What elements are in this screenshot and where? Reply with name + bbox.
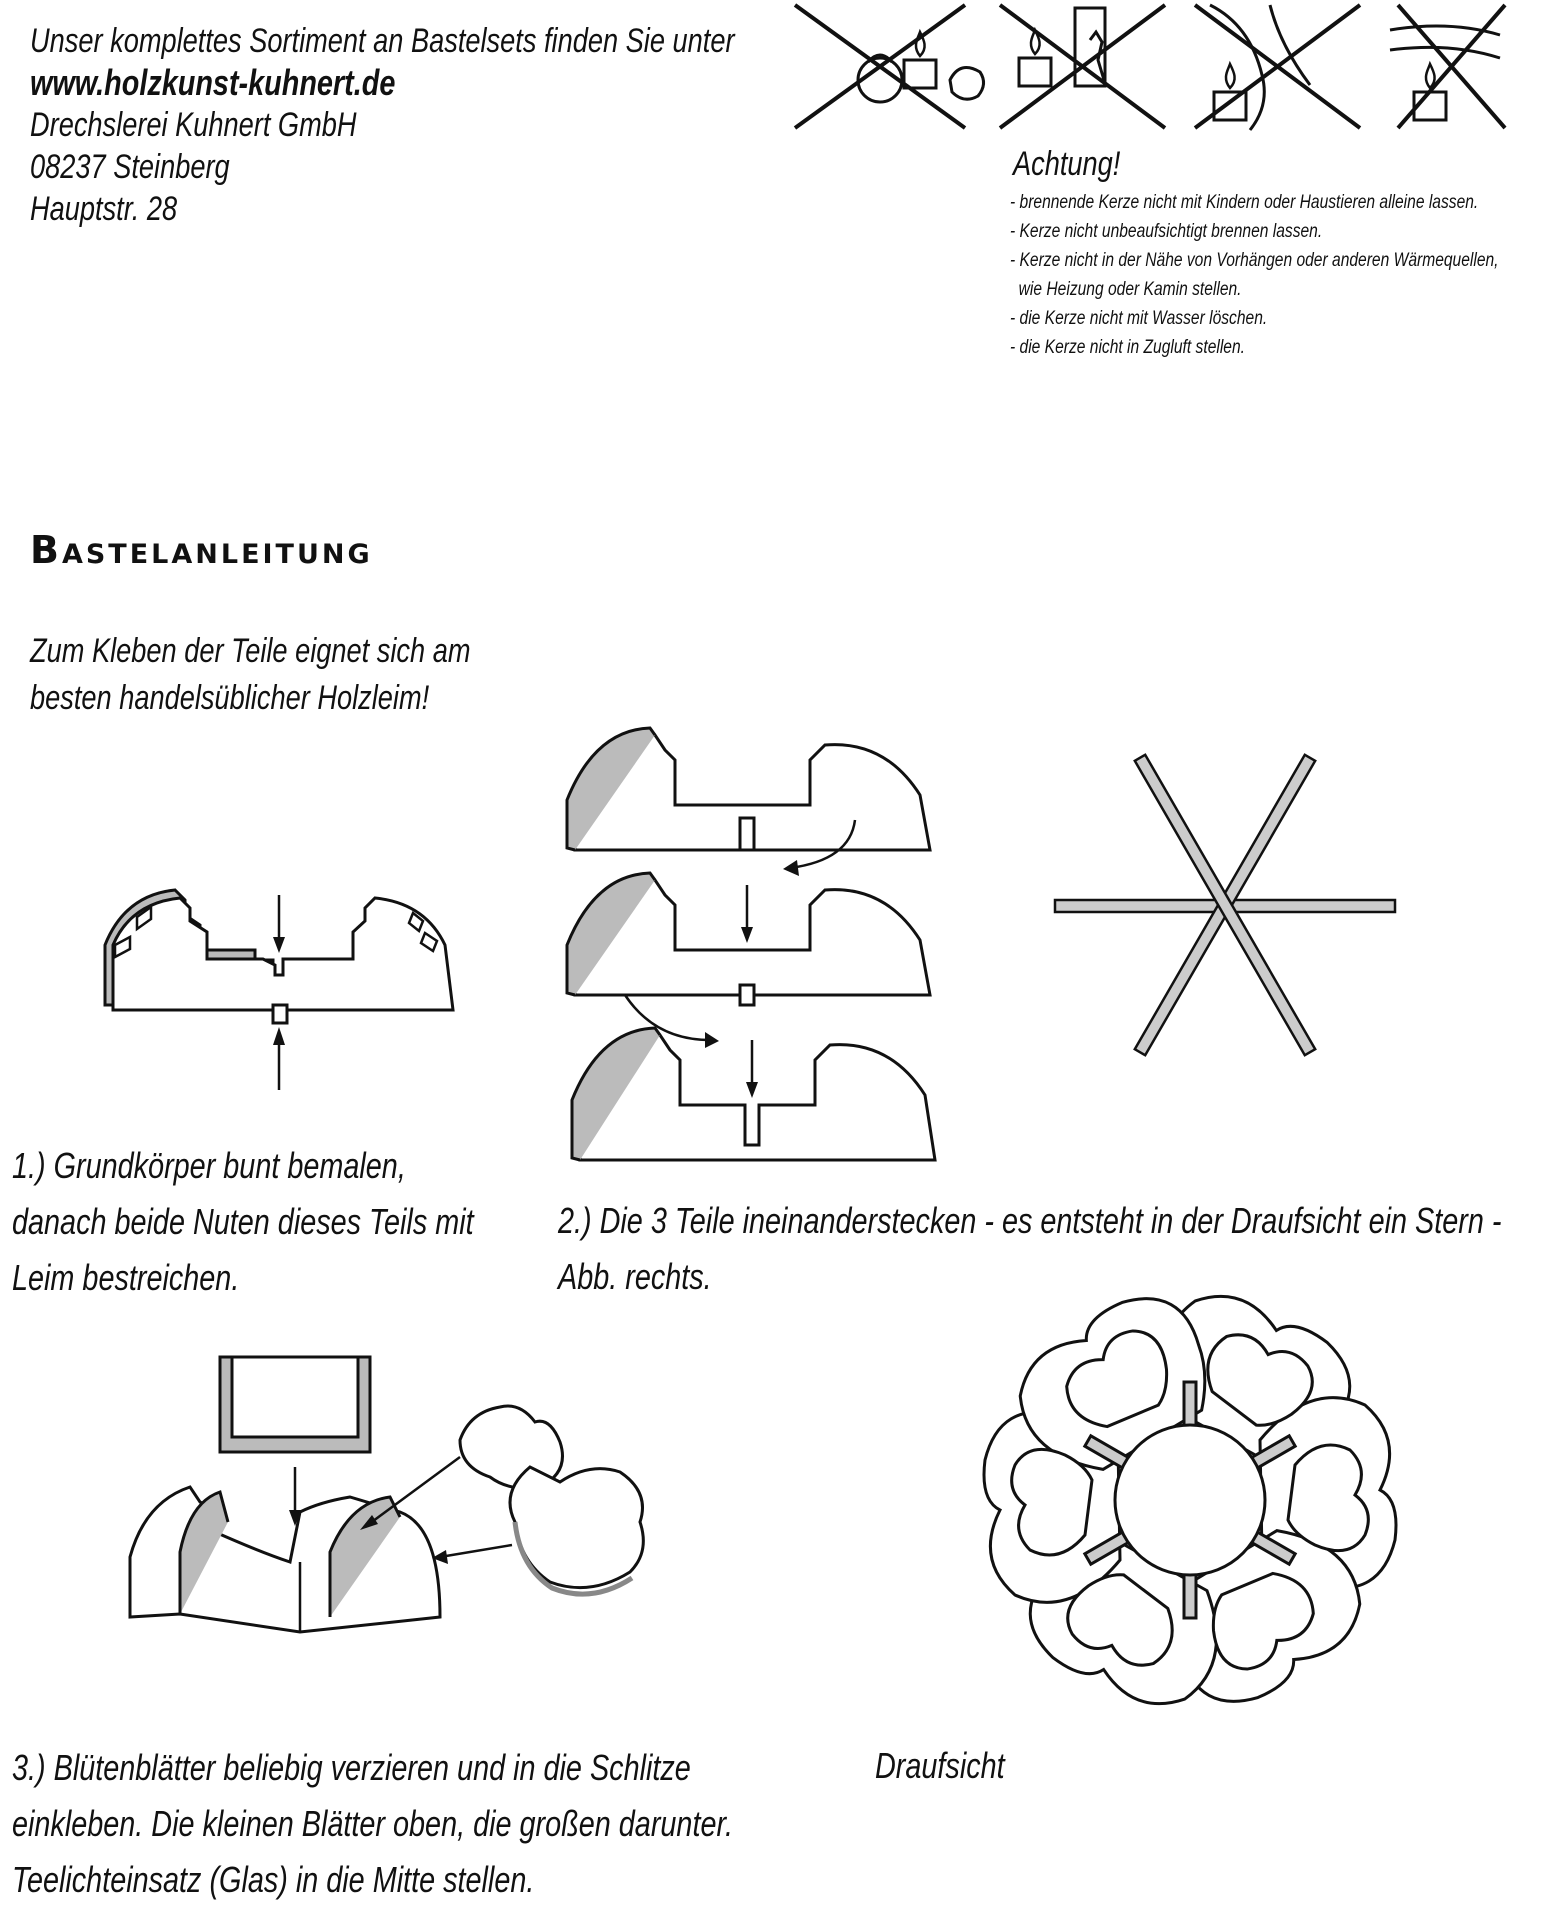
warning-icons [790,0,1510,135]
warning-item: - die Kerze nicht in Zugluft stellen. [1010,336,1245,358]
step2-line: 2.) Die 3 Teile ineinanderstecken - es entsteht in der Draufsicht ein Stern - [558,1200,1502,1241]
step3-line: 3.) Blütenblätter beliebig verzieren und in die Schlitze [12,1747,691,1788]
step3-text [12,1740,913,1908]
warning-list [1010,188,1557,362]
step1-line: Leim bestreichen. [12,1257,240,1298]
warning-item: - brennende Kerze nicht mit Kindern oder Haustieren alleine lassen. [1010,191,1479,213]
warning-item: - Kerze nicht unbeaufsichtigt brennen lassen. [1010,220,1323,242]
contact-block [30,20,911,230]
website-link[interactable]: www.holzkunst-kuhnert.de [30,62,396,103]
company-name: Drechslerei Kuhnert GmbH [30,106,357,144]
warning-item: - Kerze nicht in der Nähe von Vorhängen oder anderen Wärmequellen, [1010,249,1499,271]
small-petal [1012,1449,1092,1555]
warning-item: wie Heizung oder Kamin stellen. [1010,278,1242,300]
petal-slot-tab [1184,1573,1196,1618]
star-top-view-illustration [1045,735,1405,1075]
company-city: 08237 Steinberg [30,148,230,186]
step1-base-piece-illustration [95,875,475,1115]
step1-line: danach beide Nuten dieses Teils mit [12,1201,474,1242]
step3-line: einkleben. Die kleinen Blätter oben, die großen darunter. [12,1803,733,1844]
warning-title: Achtung! [1013,145,1121,183]
glue-note-line: Zum Kleben der Teile eignet sich am [30,632,471,670]
company-street: Hauptstr. 28 [30,190,178,228]
assortment-text: Unser komplettes Sortiment an Bastelsets finden Sie unter [30,22,735,60]
top-view-label: Draufsicht [875,1745,1005,1786]
glue-note [30,628,581,722]
step2-stacking-illustration [565,720,965,1180]
warning-item: - die Kerze nicht mit Wasser löschen. [1010,307,1268,329]
step3-assembly-illustration [120,1352,680,1642]
no-candle-near-curtains-icon [1195,5,1360,130]
step2-line: Abb. rechts. [558,1256,712,1297]
flower-top-view-illustration [960,1280,1420,1720]
step1-text [12,1138,589,1306]
step3-line: Teelichteinsatz (Glas) in die Mitte stellen. [12,1859,535,1900]
no-candle-in-draft-icon [1390,5,1505,128]
instructions-heading: Bastelanleitung [30,528,373,572]
small-petal [1288,1445,1368,1551]
step1-line: 1.) Grundkörper bunt bemalen, [12,1145,406,1186]
glue-note-line: besten handelsüblicher Holzleim! [30,679,430,717]
petal-slot-tab [1184,1382,1196,1427]
no-candle-with-children-pets-icon [795,5,984,128]
no-unattended-candle-icon [1000,5,1165,128]
